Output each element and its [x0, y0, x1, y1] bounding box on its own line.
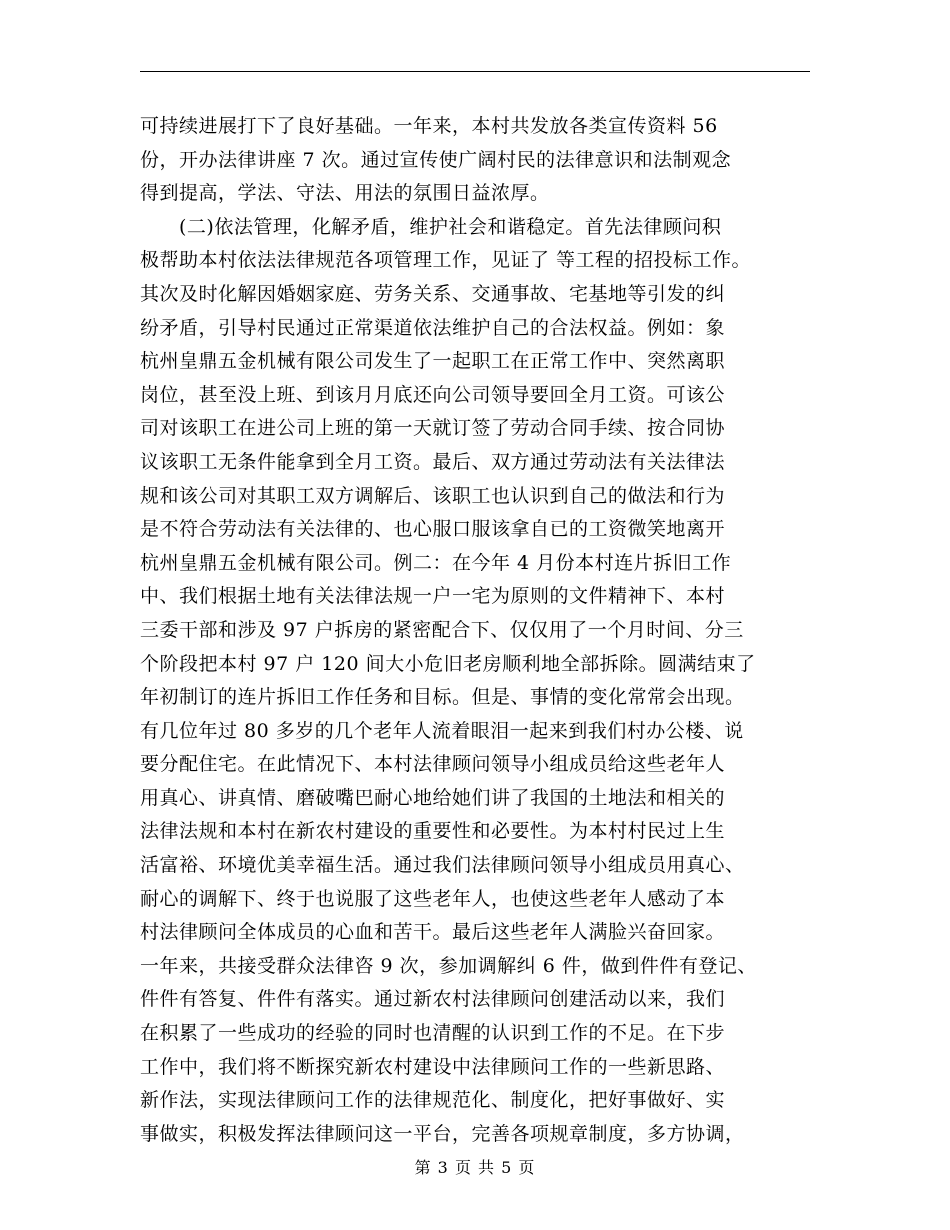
body-line: 活富裕、环境优美幸福生活。通过我们法律顾问领导小组成员用真心、: [140, 854, 745, 877]
body-line: 新作法，实现法律顾问工作的法律规范化、制度化，把好事做好、实: [140, 1089, 726, 1112]
body-line: 三委干部和涉及 97 户拆房的紧密配合下、仅仅用了一个月时间、分三: [140, 618, 744, 641]
body-line: (二)依法管理，化解矛盾，维护社会和谐稳定。首先法律顾问积: [140, 215, 722, 238]
body-line: 法律法规和本村在新农村建设的重要性和必要性。为本村村民过上生: [140, 820, 726, 843]
body-line: 极帮助本村依法法律规范各项管理工作，见证了 等工程的招投标工作。: [140, 249, 752, 272]
body-line: 年初制订的连片拆旧工作任务和目标。但是、事情的变化常常会出现。: [140, 686, 745, 709]
body-line: 杭州皇鼎五金机械有限公司。例二：在今年 4 月份本村连片拆旧工作: [140, 551, 732, 574]
body-line: 中、我们根据土地有关法律法规一户一宅为原则的文件精神下、本村: [140, 585, 726, 608]
body-line: 件件有答复、件件有落实。通过新农村法律顾问创建活动以来，我们: [140, 988, 726, 1011]
body-line: 纷矛盾，引导村民通过正常渠道依法维护自己的合法权益。例如：象: [140, 316, 726, 339]
document-body: [140, 110, 840, 1151]
body-line: 其次及时化解因婚姻家庭、劳务关系、交通事故、宅基地等引发的纠: [140, 282, 726, 305]
header-rule: [140, 71, 810, 72]
body-line: 份，开办法律讲座 7 次。通过宣传使广阔村民的法律意识和法制观念: [140, 148, 732, 171]
body-line: 有几位年过 80 多岁的几个老年人流着眼泪一起来到我们村办公楼、说: [140, 719, 744, 742]
body-line: 要分配住宅。在此情况下、本村法律顾问领导小组成员给这些老年人: [140, 753, 726, 776]
body-line: 用真心、讲真情、磨破嘴巴耐心地给她们讲了我国的土地法和相关的: [140, 786, 726, 809]
body-line: 事做实，积极发挥法律顾问这一平台，完善各项规章制度，多方协调，: [140, 1122, 745, 1145]
body-line: 得到提高，学法、守法、用法的氛围日益浓厚。: [140, 182, 550, 205]
body-line: 是不符合劳动法有关法律的、也心服口服该拿自已的工资微笑地离开: [140, 518, 726, 541]
body-line: 一年来，共接受群众法律咨 9 次，参加调解纠 6 件，做到件件有登记、: [140, 954, 757, 977]
body-line: 村法律顾问全体成员的心血和苦干。最后这些老年人满脸兴奋回家。: [140, 921, 726, 944]
body-line: 规和该公司对其职工双方调解后、该职工也认识到自己的做法和行为: [140, 484, 726, 507]
body-line: 耐心的调解下、终于也说服了这些老年人，也使这些老年人感动了本: [140, 887, 726, 910]
body-line: 议该职工无条件能拿到全月工资。最后、双方通过劳动法有关法律法: [140, 450, 726, 473]
body-line: 可持续进展打下了良好基础。一年来，本村共发放各类宣传资料 56: [140, 115, 718, 137]
body-line: 工作中，我们将不断探究新农村建设中法律顾问工作的一些新思路、: [140, 1055, 726, 1078]
body-line: 杭州皇鼎五金机械有限公司发生了一起职工在正常工作中、突然离职: [140, 350, 726, 373]
body-line: 个阶段把本村 97 户 120 间大小危旧老房顺利地全部拆除。圆满结束了: [140, 652, 756, 675]
body-line: 在积累了一些成功的经验的同时也清醒的认识到工作的不足。在下步: [140, 1022, 726, 1045]
body-line: 司对该职工在进公司上班的第一天就订签了劳动合同手续、按合同协: [140, 417, 726, 440]
body-line: 岗位，甚至没上班、到该月月底还向公司领导要回全月工资。可该公: [140, 383, 726, 406]
page-number-footer: 第 3 页 共 5 页: [414, 1158, 536, 1177]
